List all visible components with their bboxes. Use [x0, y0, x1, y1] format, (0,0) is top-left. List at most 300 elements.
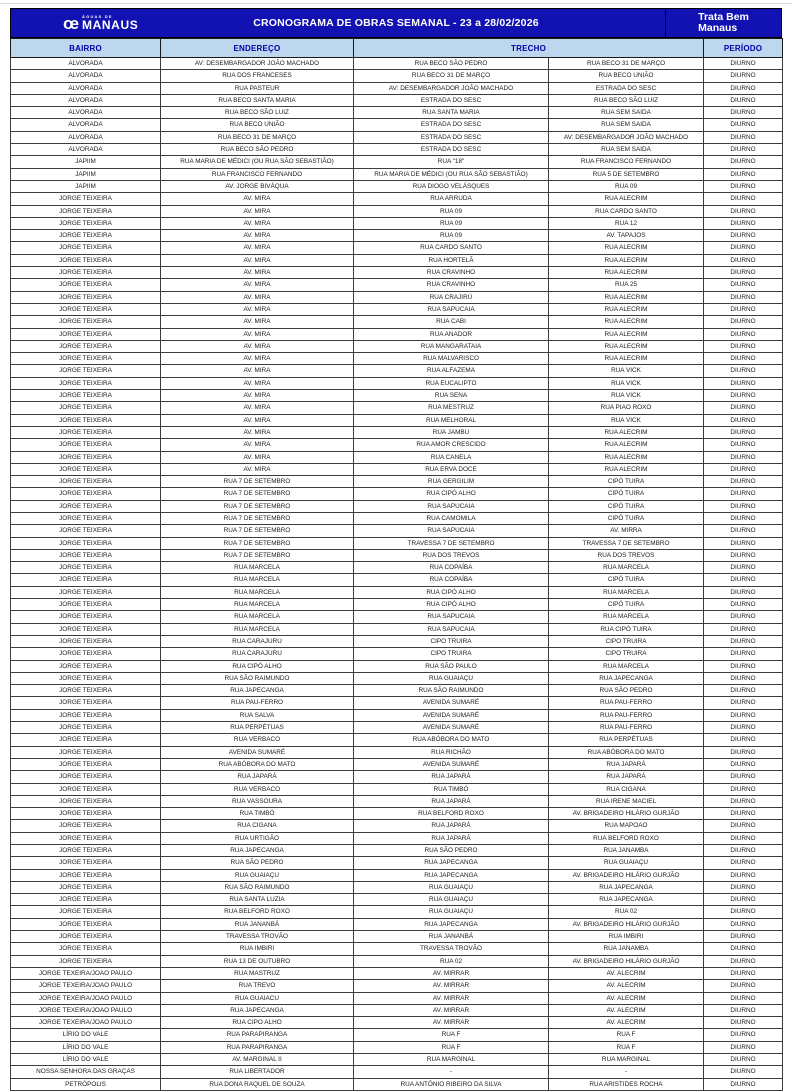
- cell-trecho-from: AV. MIRRAR: [354, 980, 549, 992]
- cell-trecho-from: RUA DIOGO VELÁSQUES: [354, 180, 549, 192]
- cell-trecho-to: RUA ALECRIM: [549, 193, 704, 205]
- cell-periodo: DIURNO: [704, 180, 783, 192]
- cell-periodo: DIURNO: [704, 857, 783, 869]
- cell-trecho-from: CIPO TRUIRA: [354, 648, 549, 660]
- cell-periodo: DIURNO: [704, 931, 783, 943]
- table-row: [11, 328, 783, 340]
- cell-trecho-from: AVENIDA SUMARÉ: [354, 709, 549, 721]
- table-row: [11, 832, 783, 844]
- cell-bairro: JORGE TEIXEIRA: [11, 488, 161, 500]
- cell-trecho-from: RUA BELFORD ROXO: [354, 808, 549, 820]
- cell-periodo: DIURNO: [704, 168, 783, 180]
- cell-trecho-to: RUA JANAMBA: [549, 943, 704, 955]
- cell-trecho-from: RUA COPAÍBA: [354, 574, 549, 586]
- cell-trecho-from: RUA CIPÓ ALHO: [354, 586, 549, 598]
- cell-periodo: DIURNO: [704, 586, 783, 598]
- table-row: [11, 685, 783, 697]
- cell-trecho-to: RUA MAPOAO: [549, 820, 704, 832]
- table-row: [11, 390, 783, 402]
- table-row: [11, 402, 783, 414]
- cell-endereco: RUA JAPARÁ: [161, 771, 354, 783]
- cell-endereco: RUA CARAJURU: [161, 648, 354, 660]
- cell-trecho-from: RUA JANANBÁ: [354, 931, 549, 943]
- cell-endereco: AVENIDA SUMARÉ: [161, 746, 354, 758]
- cell-periodo: DIURNO: [704, 340, 783, 352]
- cell-periodo: DIURNO: [704, 635, 783, 647]
- cell-endereco: RUA PERPÉTUAS: [161, 722, 354, 734]
- table-row: [11, 943, 783, 955]
- cell-periodo: DIURNO: [704, 599, 783, 611]
- cell-periodo: DIURNO: [704, 562, 783, 574]
- cell-trecho-from: RUA COPAÍBA: [354, 562, 549, 574]
- table-row: [11, 1054, 783, 1066]
- cell-periodo: DIURNO: [704, 783, 783, 795]
- cell-trecho-from: RUA SAPUCAIA: [354, 611, 549, 623]
- table-row: [11, 254, 783, 266]
- cell-bairro: JORGE TEIXEIRA: [11, 476, 161, 488]
- cell-periodo: DIURNO: [704, 955, 783, 967]
- cell-trecho-to: AV. BRIGADEIRO HILÁRIO GURJÃO: [549, 808, 704, 820]
- cell-trecho-to: RUA IMBIRI: [549, 931, 704, 943]
- cell-bairro: JORGE TEIXEIRA: [11, 660, 161, 672]
- cell-endereco: RUA ABÓBORA DO MATO: [161, 758, 354, 770]
- cell-bairro: JORGE TEIXEIRA: [11, 648, 161, 660]
- cell-bairro: JORGE TEIXEIRA: [11, 672, 161, 684]
- brand-small-text: ÁGUAS DE: [82, 14, 113, 19]
- table-row: [11, 1017, 783, 1029]
- cell-bairro: JORGE TEIXEIRA: [11, 267, 161, 279]
- cell-trecho-from: RUA RICHÃO: [354, 746, 549, 758]
- cell-endereco: RUA 13 DE OUTUBRO: [161, 955, 354, 967]
- cell-endereco: RUA 7 DE SETEMBRO: [161, 500, 354, 512]
- cell-trecho-to: RUA MARCELA: [549, 586, 704, 598]
- table-row: [11, 734, 783, 746]
- cell-trecho-to: RUA MARCELA: [549, 611, 704, 623]
- cell-endereco: RUA IMBIRI: [161, 943, 354, 955]
- cell-trecho-to: RUA ALECRIM: [549, 291, 704, 303]
- table-row: [11, 722, 783, 734]
- cell-bairro: ALVORADA: [11, 58, 161, 70]
- cell-endereco: RUA MASTRUZ: [161, 967, 354, 979]
- cell-endereco: RUA MARCELA: [161, 562, 354, 574]
- table-row: [11, 267, 783, 279]
- cell-periodo: DIURNO: [704, 476, 783, 488]
- cell-bairro: JORGE TEIXEIRA: [11, 193, 161, 205]
- cell-periodo: DIURNO: [704, 230, 783, 242]
- table-row: [11, 156, 783, 168]
- cell-bairro: JORGE TEIXEIRA: [11, 353, 161, 365]
- cell-bairro: JORGE TEXEIRA/JOAO PAULO: [11, 1017, 161, 1029]
- cell-trecho-to: RUA ALECRIM: [549, 353, 704, 365]
- cell-trecho-to: AV. MIRRA: [549, 525, 704, 537]
- cell-trecho-from: RUA GUAIAÇU: [354, 881, 549, 893]
- cell-trecho-to: RUA ALECRIM: [549, 303, 704, 315]
- cell-endereco: RUA 7 DE SETEMBRO: [161, 525, 354, 537]
- table-row: [11, 771, 783, 783]
- table-row: [11, 1041, 783, 1053]
- cell-periodo: DIURNO: [704, 1029, 783, 1041]
- cell-bairro: JORGE TEIXEIRA: [11, 279, 161, 291]
- cell-bairro: ALVORADA: [11, 82, 161, 94]
- cell-bairro: PETRÓPOLIS: [11, 1078, 161, 1090]
- cell-bairro: JORGE TEIXEIRA: [11, 254, 161, 266]
- cell-trecho-to: TRAVESSA 7 DE SETEMBRO: [549, 537, 704, 549]
- table-row: [11, 1066, 783, 1078]
- cell-trecho-from: AVENIDA SUMARÉ: [354, 697, 549, 709]
- cell-trecho-to: RUA ALECRIM: [549, 254, 704, 266]
- cell-periodo: DIURNO: [704, 451, 783, 463]
- cell-trecho-from: RUA CIPÓ ALHO: [354, 599, 549, 611]
- cell-periodo: DIURNO: [704, 488, 783, 500]
- cell-trecho-to: RUA 02: [549, 906, 704, 918]
- cell-periodo: DIURNO: [704, 500, 783, 512]
- cell-trecho-to: RUA 12: [549, 217, 704, 229]
- slogan-line-1: Trata Bem: [698, 11, 749, 23]
- cell-bairro: JORGE TEIXEIRA: [11, 611, 161, 623]
- column-header-periodo: PERÍODO: [704, 39, 783, 58]
- cell-endereco: RUA PARAPIRANGA: [161, 1041, 354, 1053]
- table-row: [11, 697, 783, 709]
- cell-bairro: JORGE TEIXEIRA: [11, 931, 161, 943]
- cell-trecho-from: RUA F: [354, 1029, 549, 1041]
- cell-trecho-from: AV. MIRRAR: [354, 992, 549, 1004]
- cell-periodo: DIURNO: [704, 1041, 783, 1053]
- cell-periodo: DIURNO: [704, 1004, 783, 1016]
- cell-trecho-to: CIPÓ TUIRA: [549, 488, 704, 500]
- cell-periodo: DIURNO: [704, 967, 783, 979]
- cell-trecho-from: RUA ARRUDA: [354, 193, 549, 205]
- cell-trecho-from: RUA 09: [354, 217, 549, 229]
- cell-trecho-to: RUA FRANCISCO FERNANDO: [549, 156, 704, 168]
- cell-trecho-to: RUA MARGINAL: [549, 1054, 704, 1066]
- cell-trecho-from: -: [354, 1066, 549, 1078]
- cell-endereco: RUA JAPECANGA: [161, 845, 354, 857]
- table-row: [11, 746, 783, 758]
- cell-periodo: DIURNO: [704, 1078, 783, 1090]
- table-row: [11, 463, 783, 475]
- cell-periodo: DIURNO: [704, 267, 783, 279]
- cell-periodo: DIURNO: [704, 439, 783, 451]
- cell-trecho-from: RUA AMOR CRESCIDO: [354, 439, 549, 451]
- cell-trecho-to: RUA BELFORD ROXO: [549, 832, 704, 844]
- cell-trecho-from: RUA 02: [354, 955, 549, 967]
- cell-trecho-from: RUA CRAJIRÚ: [354, 291, 549, 303]
- cell-trecho-from: RUA EUCALIPTO: [354, 377, 549, 389]
- cell-endereco: AV: DESEMBARGADOR JOÃO MACHADO: [161, 58, 354, 70]
- cell-periodo: DIURNO: [704, 943, 783, 955]
- cell-bairro: ALVORADA: [11, 107, 161, 119]
- cell-trecho-to: RUA ABÓBORA DO MATO: [549, 746, 704, 758]
- cell-endereco: AV. MIRA: [161, 303, 354, 315]
- cell-trecho-from: RUA JAPARÁ: [354, 771, 549, 783]
- cell-bairro: ALVORADA: [11, 144, 161, 156]
- cell-trecho-to: RUA ALECRIM: [549, 451, 704, 463]
- table-row: [11, 180, 783, 192]
- table-row: [11, 574, 783, 586]
- cell-bairro: ALVORADA: [11, 131, 161, 143]
- table-row: [11, 894, 783, 906]
- cell-endereco: AV. MIRA: [161, 217, 354, 229]
- table-row: [11, 918, 783, 930]
- cell-endereco: RUA PAU-FERRO: [161, 697, 354, 709]
- cell-trecho-from: RUA BECO SÃO PEDRO: [354, 58, 549, 70]
- cell-periodo: DIURNO: [704, 1066, 783, 1078]
- cell-trecho-from: RUA CARDO SANTO: [354, 242, 549, 254]
- cell-trecho-to: AV: DESEMBARGADOR JOÃO MACHADO: [549, 131, 704, 143]
- cell-trecho-to: CIPÓ TUIRA: [549, 574, 704, 586]
- cell-endereco: AV. MIRA: [161, 463, 354, 475]
- table-row: [11, 58, 783, 70]
- table-row: [11, 611, 783, 623]
- cell-periodo: DIURNO: [704, 131, 783, 143]
- table-row: [11, 586, 783, 598]
- cell-trecho-from: ESTRADA DO SESC: [354, 144, 549, 156]
- cell-trecho-to: RUA JAPECANGA: [549, 881, 704, 893]
- cell-endereco: RUA 7 DE SETEMBRO: [161, 512, 354, 524]
- cell-periodo: DIURNO: [704, 316, 783, 328]
- cell-endereco: AV. MIRA: [161, 377, 354, 389]
- cell-endereco: RUA BECO 31 DE MARÇO: [161, 131, 354, 143]
- cell-bairro: JORGE TEIXEIRA: [11, 697, 161, 709]
- table-row: [11, 365, 783, 377]
- cell-bairro: JORGE TEIXEIRA: [11, 242, 161, 254]
- cell-trecho-to: RUA 25: [549, 279, 704, 291]
- cell-periodo: DIURNO: [704, 623, 783, 635]
- cell-trecho-to: RUA ALECRIM: [549, 439, 704, 451]
- cell-trecho-from: RUA TIMBÓ: [354, 783, 549, 795]
- cell-trecho-to: AV. ALECRIM: [549, 980, 704, 992]
- brand-name: MANAUS: [82, 18, 139, 32]
- cell-bairro: JORGE TEIXEIRA: [11, 303, 161, 315]
- cell-bairro: ALVORADA: [11, 119, 161, 131]
- cell-trecho-from: ESTRADA DO SESC: [354, 94, 549, 106]
- cell-trecho-from: RUA SAPUCAIA: [354, 303, 549, 315]
- cell-endereco: AV. MIRA: [161, 316, 354, 328]
- cell-trecho-from: RUA CANELA: [354, 451, 549, 463]
- cell-trecho-to: RUA SÃO PEDRO: [549, 685, 704, 697]
- cell-trecho-to: AV. BRIGADEIRO HILÁRIO GURJÃO: [549, 918, 704, 930]
- cell-endereco: RUA VERBACO: [161, 734, 354, 746]
- cell-trecho-to: RUA VICK: [549, 414, 704, 426]
- cell-endereco: RUA CARAJURU: [161, 635, 354, 647]
- cell-trecho-to: CIPO TRUIRA: [549, 635, 704, 647]
- cell-trecho-from: RUA ANTÔNIO RIBEIRO DA SILVA: [354, 1078, 549, 1090]
- cell-trecho-from: RUA CRAVINHO: [354, 279, 549, 291]
- cell-trecho-to: RUA CIPÓ TUIRA: [549, 623, 704, 635]
- cell-periodo: DIURNO: [704, 402, 783, 414]
- cell-endereco: RUA GUAIACU: [161, 992, 354, 1004]
- cell-periodo: DIURNO: [704, 549, 783, 561]
- cell-endereco: AV. MIRA: [161, 279, 354, 291]
- cell-bairro: JORGE TEIXEIRA: [11, 734, 161, 746]
- cell-periodo: DIURNO: [704, 303, 783, 315]
- table-row: [11, 857, 783, 869]
- cell-periodo: DIURNO: [704, 820, 783, 832]
- table-body: [11, 58, 783, 1091]
- cell-periodo: DIURNO: [704, 512, 783, 524]
- cell-endereco: RUA CIPO ALHO: [161, 1017, 354, 1029]
- cell-periodo: DIURNO: [704, 869, 783, 881]
- cell-bairro: JORGE TEIXEIRA: [11, 500, 161, 512]
- page-title: CRONOGRAMA DE OBRAS SEMANAL - 23 a 28/02/2026: [253, 17, 539, 29]
- cell-bairro: JORGE TEIXEIRA: [11, 758, 161, 770]
- cell-trecho-from: RUA 09: [354, 205, 549, 217]
- trata-bem-manaus-logo: [665, 9, 781, 37]
- cell-periodo: DIURNO: [704, 119, 783, 131]
- cell-bairro: JORGE TEIXEIRA: [11, 340, 161, 352]
- cell-trecho-to: RUA F: [549, 1041, 704, 1053]
- table-row: [11, 869, 783, 881]
- table-row: [11, 279, 783, 291]
- cell-endereco: AV. MIRA: [161, 328, 354, 340]
- cell-trecho-to: RUA SEM SAIDA: [549, 107, 704, 119]
- cell-trecho-to: RUA VICK: [549, 365, 704, 377]
- cell-trecho-from: RUA GERGILIM: [354, 476, 549, 488]
- cell-bairro: JORGE TEXEIRA/JOAO PAULO: [11, 980, 161, 992]
- cell-periodo: DIURNO: [704, 881, 783, 893]
- cell-trecho-from: RUA JAMBU: [354, 426, 549, 438]
- cell-periodo: DIURNO: [704, 217, 783, 229]
- brand-symbol-icon: œ: [63, 13, 79, 33]
- cell-endereco: AV. MIRA: [161, 426, 354, 438]
- table-row: [11, 303, 783, 315]
- column-header-endereco: ENDEREÇO: [161, 39, 354, 58]
- table-row: [11, 377, 783, 389]
- cell-periodo: DIURNO: [704, 906, 783, 918]
- table-row: [11, 808, 783, 820]
- cell-periodo: DIURNO: [704, 992, 783, 1004]
- cell-trecho-from: RUA "18": [354, 156, 549, 168]
- cell-trecho-to: RUA PAU-FERRO: [549, 722, 704, 734]
- cell-bairro: JORGE TEIXEIRA: [11, 955, 161, 967]
- cell-trecho-from: RUA SÃO PEDRO: [354, 845, 549, 857]
- table-row: [11, 107, 783, 119]
- cell-endereco: RUA CIGANA: [161, 820, 354, 832]
- cell-trecho-from: RUA MANGARATAIA: [354, 340, 549, 352]
- cell-trecho-to: RUA ALECRIM: [549, 340, 704, 352]
- cell-endereco: AV. JORGE BIVÁQUA: [161, 180, 354, 192]
- cell-endereco: RUA MARIA DE MÉDICI (OU RUA SÃO SEBASTIÃO): [161, 156, 354, 168]
- table-row: [11, 549, 783, 561]
- cell-trecho-from: RUA CABI: [354, 316, 549, 328]
- table-row: [11, 758, 783, 770]
- cell-bairro: JAPIIM: [11, 168, 161, 180]
- cell-trecho-to: AV. ALECRIM: [549, 1004, 704, 1016]
- cell-trecho-from: RUA SANTA MARIA: [354, 107, 549, 119]
- cell-trecho-from: RUA CIPÓ ALHO: [354, 488, 549, 500]
- cell-endereco: RUA LIBERTADOR: [161, 1066, 354, 1078]
- cell-endereco: RUA 7 DE SETEMBRO: [161, 476, 354, 488]
- cell-trecho-to: RUA ALECRIM: [549, 463, 704, 475]
- cell-bairro: LÍRIO DO VALE: [11, 1054, 161, 1066]
- cell-bairro: JORGE TEIXEIRA: [11, 439, 161, 451]
- cell-trecho-from: AVENIDA SUMARÉ: [354, 722, 549, 734]
- cell-bairro: JORGE TEIXEIRA: [11, 390, 161, 402]
- cell-trecho-from: RUA 09: [354, 230, 549, 242]
- cell-trecho-to: CIPÓ TUIRA: [549, 512, 704, 524]
- cell-bairro: JORGE TEIXEIRA: [11, 795, 161, 807]
- cell-endereco: RUA DOS FRANCESES: [161, 70, 354, 82]
- table-row: [11, 94, 783, 106]
- cell-trecho-from: RUA MELHORAL: [354, 414, 549, 426]
- table-row: [11, 648, 783, 660]
- cell-trecho-from: RUA JAPECANGA: [354, 869, 549, 881]
- cell-trecho-to: RUA PAU-FERRO: [549, 697, 704, 709]
- cell-endereco: RUA BECO SÃO LUIZ: [161, 107, 354, 119]
- table-row: [11, 426, 783, 438]
- cell-endereco: RUA SANTA LUZIA: [161, 894, 354, 906]
- cell-periodo: DIURNO: [704, 107, 783, 119]
- cell-trecho-from: AV. MIRRAR: [354, 1017, 549, 1029]
- cell-periodo: DIURNO: [704, 291, 783, 303]
- cell-periodo: DIURNO: [704, 648, 783, 660]
- table-row: [11, 660, 783, 672]
- cell-bairro: JORGE TEXEIRA/JOAO PAULO: [11, 1004, 161, 1016]
- table-row: [11, 1029, 783, 1041]
- cell-trecho-from: CIPO TRUIRA: [354, 635, 549, 647]
- table-row: [11, 980, 783, 992]
- cell-bairro: JORGE TEIXEIRA: [11, 586, 161, 598]
- cell-trecho-to: RUA IRENE MACIEL: [549, 795, 704, 807]
- cell-bairro: JORGE TEIXEIRA: [11, 525, 161, 537]
- cell-periodo: DIURNO: [704, 156, 783, 168]
- cell-bairro: JORGE TEIXEIRA: [11, 894, 161, 906]
- cell-endereco: RUA CIPÓ ALHO: [161, 660, 354, 672]
- cell-endereco: RUA 7 DE SETEMBRO: [161, 488, 354, 500]
- table-row: [11, 931, 783, 943]
- cell-endereco: RUA PASTEUR: [161, 82, 354, 94]
- cell-bairro: JORGE TEIXEIRA: [11, 918, 161, 930]
- cell-trecho-to: RUA JAPECANGA: [549, 672, 704, 684]
- cell-bairro: JORGE TEIXEIRA: [11, 537, 161, 549]
- cell-endereco: RUA MARCELA: [161, 599, 354, 611]
- cell-bairro: JORGE TEIXEIRA: [11, 205, 161, 217]
- cell-trecho-from: RUA JAPARÁ: [354, 832, 549, 844]
- cell-trecho-from: RUA SÃO RAIMUNDO: [354, 685, 549, 697]
- cell-endereco: AV. MIRA: [161, 353, 354, 365]
- cell-trecho-from: RUA CAMOMILA: [354, 512, 549, 524]
- cell-periodo: DIURNO: [704, 685, 783, 697]
- table-row: [11, 414, 783, 426]
- cell-trecho-to: RUA MARCELA: [549, 562, 704, 574]
- cell-bairro: JORGE TEIXEIRA: [11, 562, 161, 574]
- cell-bairro: JORGE TEIXEIRA: [11, 881, 161, 893]
- cell-trecho-to: RUA SEM SAIDA: [549, 144, 704, 156]
- cell-endereco: RUA MARCELA: [161, 611, 354, 623]
- cell-periodo: DIURNO: [704, 463, 783, 475]
- cell-endereco: AV. MARGINAL II: [161, 1054, 354, 1066]
- cell-endereco: AV. MIRA: [161, 230, 354, 242]
- cell-trecho-to: AV. ALECRIM: [549, 967, 704, 979]
- cell-trecho-to: RUA BECO UNIÃO: [549, 70, 704, 82]
- table-row: [11, 623, 783, 635]
- slogan-line-2: Manaus: [698, 22, 738, 34]
- cell-endereco: RUA MARCELA: [161, 623, 354, 635]
- cell-bairro: JORGE TEIXEIRA: [11, 426, 161, 438]
- cell-endereco: RUA MARCELA: [161, 586, 354, 598]
- table-row: [11, 144, 783, 156]
- cell-bairro: JORGE TEIXEIRA: [11, 377, 161, 389]
- cell-trecho-from: RUA GUAIAÇU: [354, 672, 549, 684]
- cell-periodo: DIURNO: [704, 795, 783, 807]
- table-row: [11, 168, 783, 180]
- cell-trecho-from: RUA SAPUCAIA: [354, 525, 549, 537]
- cell-endereco: RUA JAPECANGA: [161, 685, 354, 697]
- cell-trecho-to: RUA JANAMBA: [549, 845, 704, 857]
- cell-endereco: RUA MARCELA: [161, 574, 354, 586]
- header-row: [11, 39, 783, 58]
- cell-endereco: RUA 7 DE SETEMBRO: [161, 549, 354, 561]
